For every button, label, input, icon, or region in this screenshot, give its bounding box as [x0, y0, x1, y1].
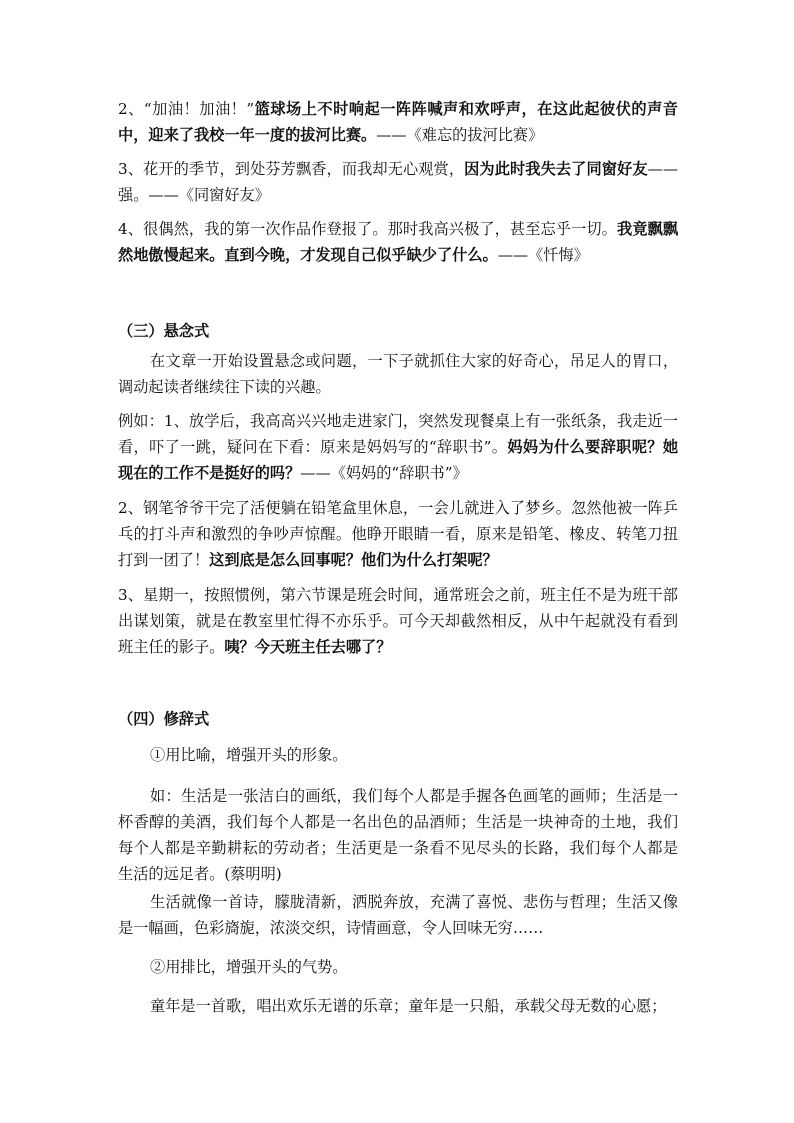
example-bold-text: 这到底是怎么回事呢？他们为什么打架呢？: [209, 551, 498, 569]
suspense-example-1: [118, 408, 678, 486]
example-text: 4、很偶然，我的第一次作品作登报了。那时我高兴极了，甚至忘乎一切。: [118, 220, 617, 238]
suspense-example-2: [118, 495, 678, 573]
example-bold-text: 我竟飘飘然地傲慢起来。直到今晚，才发现自己似乎缺少了什么。: [118, 220, 679, 264]
section-heading-4: （四）修辞式: [118, 710, 210, 728]
example-text: 3、星期一，按照惯例，第六节课是班会时间，通常班会之前，班主任不是为班干部出谋划策，就是在教室里忙得不亦乐乎。可今天却截然相反，从中午起就没有看到班主任的影子。: [118, 586, 678, 656]
example-reference: ——《忏悔》: [497, 246, 589, 264]
example-bold-text: 妈妈为什么要辞职呢？她现在的工作不是挺好的吗？: [118, 438, 679, 482]
example-paragraph-2: [118, 96, 678, 148]
example-text: 例如：1、放学后，我高高兴兴地走进家门，突然发现餐桌上有一张纸条，我走近一看，吓了一跳，疑问在下看：原来是妈妈写的“辞职书”。: [118, 412, 678, 456]
example-text: 2、钢笔爷爷干完了活便躺在铅笔盒里休息，一会儿就进入了梦乡。忽然他被一阵乒乓的打斗声和激烈的争吵声惊醒。他睁开眼睛一看，原来是铅笔、橡皮、转笔刀扭打到一团了！: [118, 499, 678, 569]
suspense-example-3: [118, 582, 678, 660]
example-bold-text: 篮球场上不时响起一阵阵喊声和欢呼声，在这此起彼伏的声音中，迎来了我校一年一度的拔河比赛。: [118, 100, 678, 144]
rhetoric-example-3: 童年是一首歌，唱出欢乐无谱的乐章；童年是一只船，承载父母无数的心愿；: [150, 997, 667, 1015]
rhetoric-point-1: ①用比喻，增强开头的形象。: [150, 746, 348, 764]
example-bold-text: 咦？今天班主任去哪了？: [224, 638, 392, 656]
rhetoric-example-2: 生活就像一首诗，朦胧清新，洒脱奔放，充满了喜悦、悲伤与哲理；生活又像是一幅画，色彩旖旎，浓淡交织，诗情画意，令人回味无穷……: [118, 893, 678, 937]
example-paragraph-4: [118, 216, 678, 268]
example-reference: ——《妈妈的“辞职书”》: [300, 464, 468, 482]
section-3-intro: 在文章一开始设置悬念或问题，一下子就抓住大家的好奇心，吊足人的胃口，调动起读者继续往下读的兴趣。: [118, 352, 678, 396]
rhetoric-example-1: 如：生活是一张洁白的画纸，我们每个人都是手握各色画笔的画师；生活是一杯香醇的美酒，我们每个人都是一名出色的品酒师；生活是一块神奇的土地，我们每个人都是辛勤耕耘的劳动者；生活更是一条看不见尽头的长路，我们每个人都是生活的远足者。(蔡明明): [118, 787, 678, 883]
example-text: 2、“加油！加油！”: [118, 100, 255, 118]
example-reference: ——强。——《同窗好友》: [118, 160, 678, 204]
example-paragraph-3: [118, 156, 678, 208]
example-text: 3、花开的季节，到处芬芳飘香，而我却无心观赏，: [118, 160, 465, 178]
rhetoric-point-2: ②用排比，增强开头的气势。: [150, 958, 348, 976]
example-reference: ——《难忘的拔河比赛》: [376, 126, 544, 144]
section-heading-3: （三）悬念式: [118, 322, 210, 340]
example-bold-text: 因为此时我失去了同窗好友: [464, 160, 648, 178]
